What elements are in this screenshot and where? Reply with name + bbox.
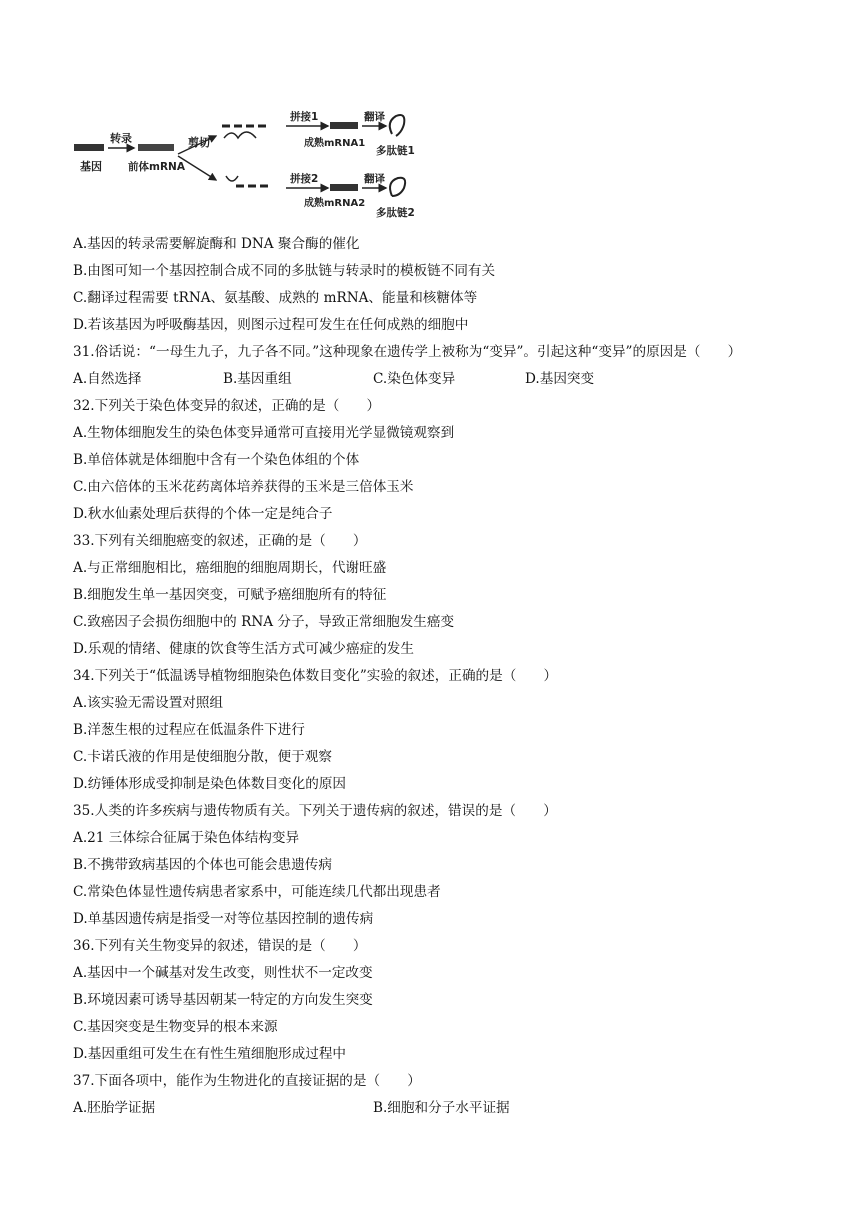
q37-option-a: A.胚胎学证据 [73, 1100, 156, 1116]
q35-option-c: C.常染色体显性遗传病患者家系中，可能连续几代都出现患者 [73, 884, 441, 900]
polypeptide1-label: 多肽链1 [376, 145, 415, 157]
splice-cut-label: 剪切 [188, 136, 210, 149]
mature-mrna2-bar [330, 184, 358, 191]
q36-option-c: C.基因突变是生物变异的根本来源 [73, 1019, 278, 1035]
q31-option-a: A.自然选择 [73, 371, 142, 387]
translate2-label: 翻译 [364, 173, 385, 185]
q32-option-b: B.单倍体就是体细胞中含有一个染色体组的个体 [73, 452, 360, 468]
prev-option-c: C.翻译过程需要 tRNA、氨基酸、成熟的 mRNA、能量和核糖体等 [73, 290, 478, 306]
prev-option-a: A.基因的转录需要解旋酶和 DNA 聚合酶的催化 [73, 236, 360, 252]
q35-option-b: B.不携带致病基因的个体也可能会患遗传病 [73, 857, 332, 873]
q36-option-b: B.环境因素可诱导基因朝某一特定的方向发生突变 [73, 992, 373, 1008]
prev-option-b: B.由图可知一个基因控制合成不同的多肽链与转录时的模板链不同有关 [73, 263, 496, 279]
q32-option-c: C.由六倍体的玉米花药离体培养获得的玉米是三倍体玉米 [73, 479, 414, 495]
gene-label: 基因 [80, 160, 102, 173]
pre-mrna-bar [138, 144, 174, 151]
polypeptide1-shape [390, 115, 405, 136]
q33-option-a: A.与正常细胞相比，癌细胞的细胞周期长，代谢旺盛 [73, 560, 387, 576]
gene-splicing-figure [66, 96, 446, 222]
q32-option-a: A.生物体细胞发生的染色体变异通常可直接用光学显微镜观察到 [73, 425, 455, 441]
q36-option-a: A.基因中一个碱基对发生改变，则性状不一定改变 [73, 965, 373, 981]
intron-loop-upper [224, 132, 256, 138]
transcription-label: 转录 [110, 132, 132, 145]
prev-option-d: D.若该基因为呼吸酶基因，则图示过程可发生在任何成熟的细胞中 [73, 317, 469, 333]
mature-mrna1-bar [330, 122, 358, 129]
q31-option-c: C.染色体变异 [373, 371, 456, 387]
q33-stem: 33.下列有关细胞癌变的叙述，正确的是（ ） [73, 533, 367, 549]
q31-options [73, 366, 833, 393]
q31-stem: 31.俗话说：“一母生九子，九子各不同。”这种现象在遗传学上被称为“变异”。引起这种“变异”的原因是（ ） [73, 344, 742, 360]
pre-mrna-label: 前体mRNA [128, 161, 185, 173]
q36-option-d: D.基因重组可发生在有性生殖细胞形成过程中 [73, 1046, 347, 1062]
question-text [73, 231, 833, 1122]
polypeptide2-shape [390, 178, 405, 196]
q35-option-a: A.21 三体综合征属于染色体结构变异 [73, 830, 300, 846]
q34-option-d: D.纺锤体形成受抑制是染色体数目变化的原因 [73, 776, 347, 792]
intron-loop-lower [226, 176, 238, 181]
polypeptide2-label: 多肽链2 [376, 207, 415, 219]
q33-option-c: C.致癌因子会损伤细胞中的 RNA 分子，导致正常细胞发生癌变 [73, 614, 455, 630]
q36-stem: 36.下列有关生物变异的叙述，错误的是（ ） [73, 938, 367, 954]
gene-bar [74, 144, 104, 151]
splice1-label: 拼接1 [290, 111, 319, 123]
q33-option-d: D.乐观的情绪、健康的饮食等生活方式可减少癌症的发生 [73, 641, 414, 657]
translate1-label: 翻译 [364, 111, 385, 123]
mature-mrna2-label: 成熟mRNA2 [304, 198, 366, 209]
q34-option-b: B.洋葱生根的过程应在低温条件下进行 [73, 722, 305, 738]
q34-stem: 34.下列关于“低温诱导植物细胞染色体数目变化”实验的叙述，正确的是（ ） [73, 668, 558, 684]
q34-option-c: C.卡诺氏液的作用是使细胞分散，便于观察 [73, 749, 332, 765]
q32-option-d: D.秋水仙素处理后获得的个体一定是纯合子 [73, 506, 333, 522]
splice2-label: 拼接2 [290, 173, 319, 185]
q33-option-b: B.细胞发生单一基因突变，可赋予癌细胞所有的特征 [73, 587, 387, 603]
q34-option-a: A.该实验无需设置对照组 [73, 695, 224, 711]
q31-option-b: B.基因重组 [223, 371, 292, 387]
q37-stem: 37.下面各项中，能作为生物进化的直接证据的是（ ） [73, 1073, 421, 1089]
q35-stem: 35.人类的许多疾病与遗传物质有关。下列关于遗传病的叙述，错误的是（ ） [73, 803, 557, 819]
q35-option-d: D.单基因遗传病是指受一对等位基因控制的遗传病 [73, 911, 374, 927]
q31-option-d: D.基因突变 [525, 371, 595, 387]
q37-options [73, 1095, 833, 1122]
mature-mrna1-label: 成熟mRNA1 [304, 138, 366, 149]
q32-stem: 32.下列关于染色体变异的叙述，正确的是（ ） [73, 398, 381, 414]
q37-option-b: B.细胞和分子水平证据 [373, 1100, 510, 1116]
